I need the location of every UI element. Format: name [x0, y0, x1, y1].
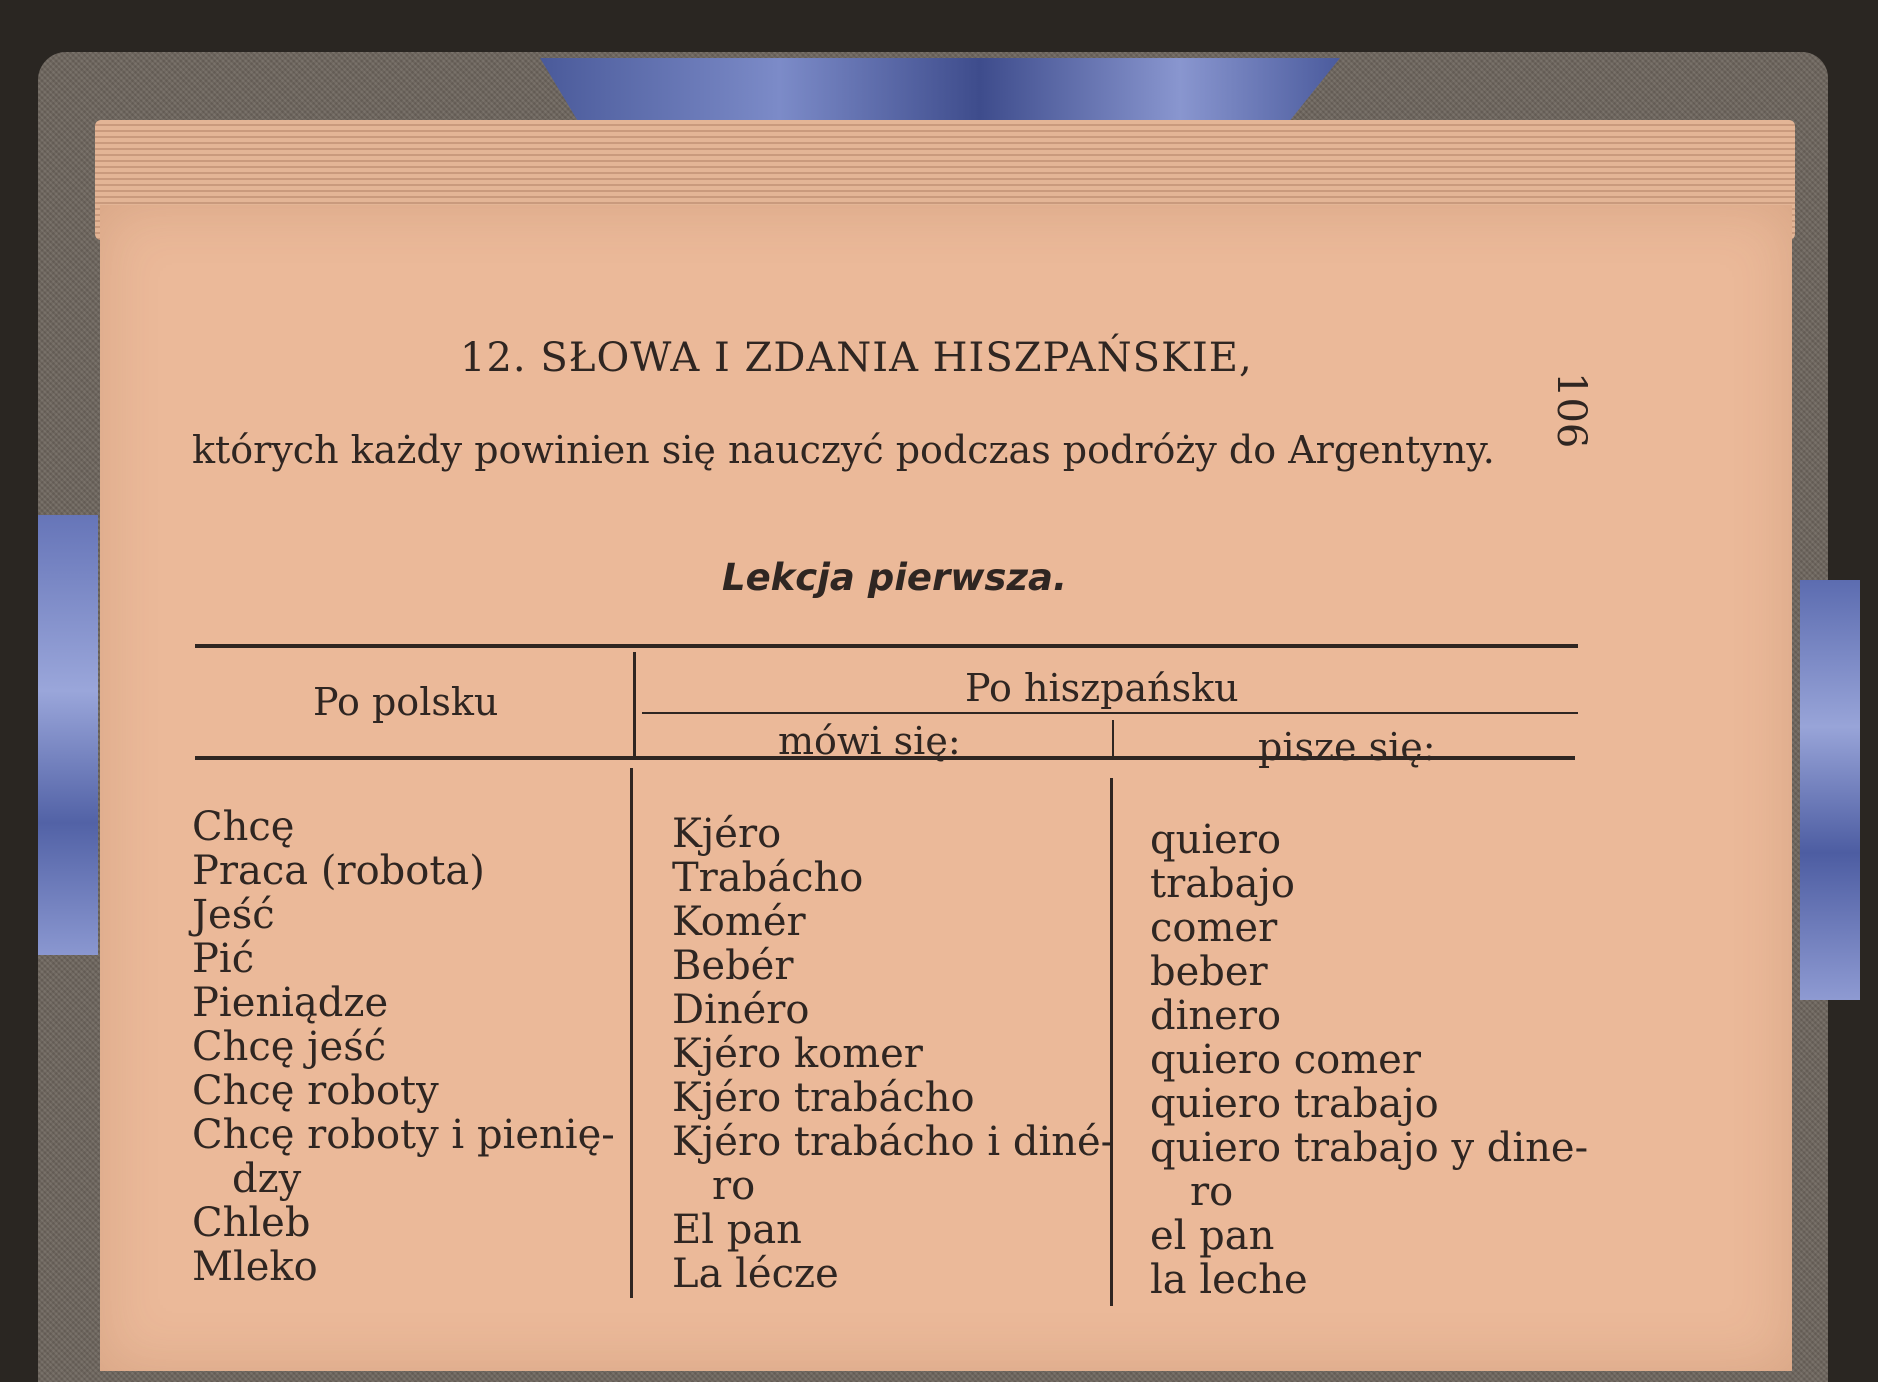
- spanish-subheader-rule: [642, 712, 1578, 714]
- table-cell: Kjéro trabácho: [672, 1075, 975, 1121]
- table-cell: quiero comer: [1150, 1037, 1421, 1083]
- table-cell: quiero: [1150, 817, 1282, 863]
- divider-polish-spanish: [633, 652, 636, 756]
- table-cell: Trabácho: [672, 855, 864, 901]
- lesson-title: Lekcja pierwsza.: [722, 556, 1068, 599]
- table-top-rule: [195, 644, 1578, 648]
- header-polish: Po polsku: [313, 680, 499, 724]
- table-cell: El pan: [672, 1207, 802, 1253]
- section-title: 12. SŁOWA I ZDANIA HISZPAŃSKIE,: [460, 335, 1253, 381]
- table-cell: ro: [1190, 1169, 1234, 1215]
- table-cell: Jeść: [192, 892, 275, 938]
- table-cell: dzy: [232, 1156, 302, 1202]
- table-cell: quiero trabajo: [1150, 1081, 1439, 1127]
- header-written: pisze się:: [1258, 725, 1436, 769]
- table-cell: Chcę roboty i pienię-: [192, 1112, 615, 1158]
- table-cell: Pieniądze: [192, 980, 389, 1026]
- table-cell: el pan: [1150, 1213, 1275, 1259]
- table-cell: Chcę jeść: [192, 1024, 387, 1070]
- table-cell: Bebér: [672, 943, 794, 989]
- table-cell: Komér: [672, 899, 806, 945]
- body-divider-1: [630, 768, 633, 1298]
- table-cell: Chcę: [192, 804, 295, 850]
- column-polish: [192, 805, 615, 1289]
- table-cell: comer: [1150, 905, 1278, 951]
- table-cell: Chleb: [192, 1200, 311, 1246]
- divider-spoken-written: [1112, 720, 1114, 760]
- section-subtitle: których każdy powinien się nauczyć podczas podróży do Argentyny.: [192, 428, 1495, 472]
- header-spanish: Po hiszpańsku: [965, 666, 1239, 710]
- table-cell: Pić: [192, 936, 255, 982]
- table-cell: Dinéro: [672, 987, 810, 1033]
- column-spoken: [672, 812, 1114, 1296]
- column-written: [1150, 818, 1588, 1302]
- marbled-endpaper-right: [1800, 580, 1860, 1000]
- table-cell: Kjéro komer: [672, 1031, 923, 1077]
- page-number: 106: [1548, 372, 1594, 449]
- table-cell: Mleko: [192, 1244, 318, 1290]
- table-cell: Praca (robota): [192, 848, 485, 894]
- table-cell: beber: [1150, 949, 1268, 995]
- table-cell: Chcę roboty: [192, 1068, 439, 1114]
- table-cell: ro: [712, 1163, 756, 1209]
- table-cell: dinero: [1150, 993, 1282, 1039]
- marbled-endpaper-left: [38, 515, 98, 955]
- table-cell: la leche: [1150, 1257, 1308, 1303]
- table-cell: Kjéro: [672, 811, 782, 857]
- table-cell: La lécze: [672, 1251, 839, 1297]
- header-spoken: mówi się:: [778, 719, 961, 763]
- table-cell: trabajo: [1150, 861, 1295, 907]
- table-cell: quiero trabajo y dine-: [1150, 1125, 1589, 1171]
- table-cell: Kjéro trabácho i diné-: [672, 1119, 1115, 1165]
